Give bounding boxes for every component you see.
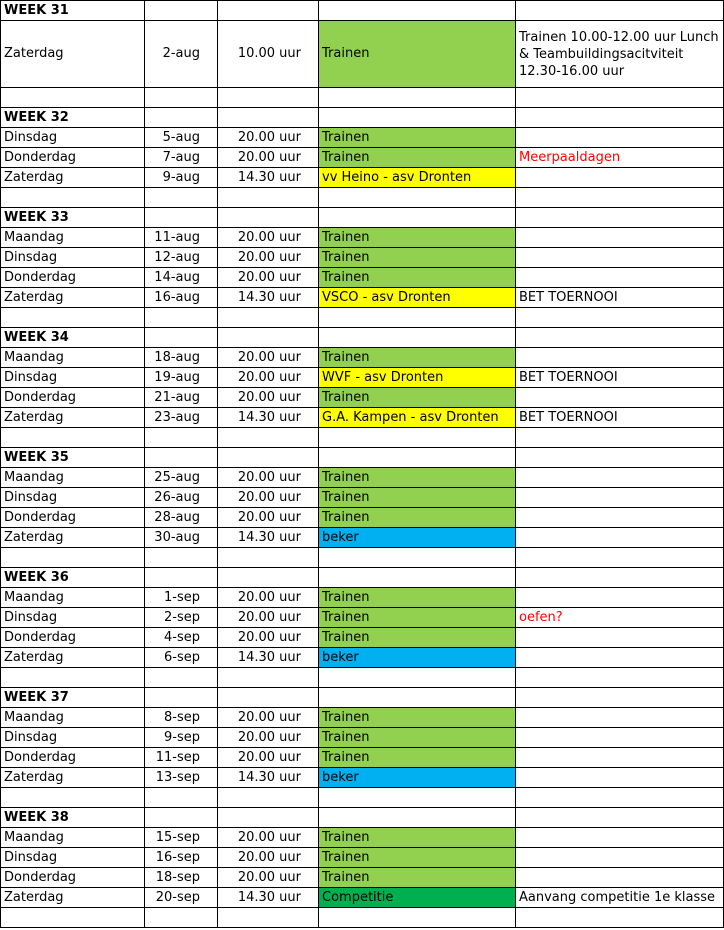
empty-cell[interactable] [319,188,516,208]
note-cell[interactable] [516,768,724,788]
activity-cell[interactable]: Trainen [319,588,516,608]
time-cell[interactable]: 20.00 uur [218,608,319,628]
empty-cell[interactable] [145,568,218,588]
week-label[interactable]: WEEK 36 [1,568,145,588]
empty-cell[interactable] [218,428,319,448]
week-label[interactable]: WEEK 31 [1,1,145,21]
empty-cell[interactable] [218,448,319,468]
empty-cell[interactable] [1,548,145,568]
empty-cell[interactable] [218,188,319,208]
note-cell[interactable] [516,828,724,848]
note-cell[interactable] [516,168,724,188]
note-cell[interactable]: Trainen 10.00-12.00 uur Lunch & Teambuildingsacitviteit 12.30-16.00 uur [516,21,724,88]
activity-cell[interactable]: Competitie [319,888,516,908]
day-cell[interactable]: Dinsdag [1,368,145,388]
week-header-row [1,328,724,348]
date-cell[interactable]: 9-aug [145,168,218,188]
note-cell[interactable] [516,648,724,668]
note-cell[interactable]: oefen? [516,608,724,628]
note-cell[interactable] [516,508,724,528]
time-cell[interactable]: 20.00 uur [218,368,319,388]
activity-cell[interactable]: WVF - asv Dronten [319,368,516,388]
time-cell[interactable]: 20.00 uur [218,268,319,288]
schedule-row [1,368,724,388]
activity-cell[interactable]: beker [319,648,516,668]
date-cell[interactable]: 1-sep [145,588,218,608]
schedule-row [1,648,724,668]
day-cell[interactable]: Donderdag [1,868,145,888]
empty-cell[interactable] [218,308,319,328]
empty-cell[interactable] [145,108,218,128]
time-cell[interactable]: 14.30 uur [218,408,319,428]
time-cell[interactable]: 14.30 uur [218,288,319,308]
spacer-row [1,188,724,208]
spacer-row [1,308,724,328]
empty-cell[interactable] [516,428,724,448]
empty-cell[interactable] [145,808,218,828]
empty-cell[interactable] [218,208,319,228]
day-cell[interactable]: Maandag [1,708,145,728]
empty-cell[interactable] [145,208,218,228]
week-label[interactable]: WEEK 37 [1,688,145,708]
schedule-row [1,628,724,648]
activity-cell[interactable]: Trainen [319,148,516,168]
time-cell[interactable]: 20.00 uur [218,728,319,748]
date-cell[interactable]: 28-aug [145,508,218,528]
empty-cell[interactable] [516,808,724,828]
schedule-row [1,708,724,728]
note-cell[interactable] [516,748,724,768]
date-cell[interactable]: 16-sep [145,848,218,868]
day-cell[interactable]: Donderdag [1,268,145,288]
activity-cell[interactable]: Trainen [319,728,516,748]
schedule-row [1,528,724,548]
date-cell[interactable]: 12-aug [145,248,218,268]
week-header-row [1,568,724,588]
week-label[interactable]: WEEK 33 [1,208,145,228]
week-label[interactable]: WEEK 38 [1,808,145,828]
note-cell[interactable] [516,488,724,508]
spacer-row [1,428,724,448]
date-cell[interactable]: 6-sep [145,648,218,668]
date-cell[interactable]: 20-sep [145,888,218,908]
empty-cell[interactable] [145,668,218,688]
schedule-row [1,608,724,628]
activity-cell[interactable]: beker [319,768,516,788]
empty-cell[interactable] [516,448,724,468]
schedule-row [1,828,724,848]
time-cell[interactable]: 20.00 uur [218,148,319,168]
date-cell[interactable]: 4-sep [145,628,218,648]
note-cell[interactable] [516,388,724,408]
empty-cell[interactable] [516,668,724,688]
date-cell[interactable]: 2-aug [145,21,218,88]
empty-cell[interactable] [145,428,218,448]
empty-cell[interactable] [516,208,724,228]
empty-cell[interactable] [516,308,724,328]
week-header-row [1,208,724,228]
activity-cell[interactable]: Trainen [319,128,516,148]
time-cell[interactable]: 20.00 uur [218,828,319,848]
note-cell[interactable]: BET TOERNOOI [516,288,724,308]
empty-cell[interactable] [218,568,319,588]
note-cell[interactable] [516,708,724,728]
time-cell[interactable]: 20.00 uur [218,348,319,368]
week-header-row [1,808,724,828]
note-cell[interactable] [516,128,724,148]
time-cell[interactable]: 20.00 uur [218,508,319,528]
schedule-body [1,1,724,928]
empty-cell[interactable] [218,908,319,928]
date-cell[interactable]: 23-aug [145,408,218,428]
empty-cell[interactable] [218,808,319,828]
activity-cell[interactable]: Trainen [319,228,516,248]
schedule-row [1,468,724,488]
activity-cell[interactable]: Trainen [319,848,516,868]
date-cell[interactable]: 26-aug [145,488,218,508]
date-cell[interactable]: 16-aug [145,288,218,308]
day-cell[interactable]: Dinsdag [1,488,145,508]
date-cell[interactable]: 19-aug [145,368,218,388]
empty-cell[interactable] [319,448,516,468]
week-header-row [1,688,724,708]
activity-cell[interactable]: Trainen [319,608,516,628]
empty-cell[interactable] [516,548,724,568]
empty-cell[interactable] [516,688,724,708]
spacer-row [1,548,724,568]
schedule-row [1,248,724,268]
activity-cell[interactable]: Trainen [319,388,516,408]
time-cell[interactable]: 20.00 uur [218,628,319,648]
note-cell[interactable] [516,228,724,248]
empty-cell[interactable] [319,88,516,108]
empty-cell[interactable] [145,328,218,348]
schedule-row [1,728,724,748]
schedule-row [1,288,724,308]
date-cell[interactable]: 18-aug [145,348,218,368]
empty-cell[interactable] [218,688,319,708]
date-cell[interactable]: 5-aug [145,128,218,148]
empty-cell[interactable] [1,88,145,108]
empty-cell[interactable] [516,328,724,348]
week-header-row [1,108,724,128]
day-cell[interactable]: Dinsdag [1,128,145,148]
spacer-row [1,908,724,928]
day-cell[interactable]: Dinsdag [1,608,145,628]
day-cell[interactable]: Zaterdag [1,408,145,428]
date-cell[interactable]: 7-aug [145,148,218,168]
empty-cell[interactable] [218,548,319,568]
time-cell[interactable]: 20.00 uur [218,248,319,268]
empty-cell[interactable] [319,208,516,228]
empty-cell[interactable] [145,688,218,708]
schedule-row [1,268,724,288]
schedule-row [1,388,724,408]
schedule-row [1,848,724,868]
day-cell[interactable]: Maandag [1,828,145,848]
empty-cell[interactable] [1,308,145,328]
time-cell[interactable]: 20.00 uur [218,848,319,868]
time-cell[interactable]: 20.00 uur [218,488,319,508]
day-cell[interactable]: Dinsdag [1,728,145,748]
schedule-row [1,348,724,368]
empty-cell[interactable] [218,668,319,688]
activity-cell[interactable]: Trainen [319,488,516,508]
activity-cell[interactable]: Trainen [319,828,516,848]
empty-cell[interactable] [319,908,516,928]
time-cell[interactable]: 20.00 uur [218,748,319,768]
spacer-row [1,788,724,808]
empty-cell[interactable] [516,108,724,128]
empty-cell[interactable] [218,328,319,348]
date-cell[interactable]: 13-sep [145,768,218,788]
activity-cell[interactable]: Trainen [319,348,516,368]
activity-cell[interactable]: Trainen [319,508,516,528]
schedule-row [1,408,724,428]
day-cell[interactable]: Donderdag [1,388,145,408]
activity-cell[interactable]: Trainen [319,708,516,728]
empty-cell[interactable] [319,668,516,688]
note-cell[interactable] [516,248,724,268]
day-cell[interactable]: Zaterdag [1,888,145,908]
schedule-row [1,21,724,88]
day-cell[interactable]: Dinsdag [1,248,145,268]
activity-cell[interactable]: Trainen [319,628,516,648]
empty-cell[interactable] [319,1,516,21]
date-cell[interactable]: 2-sep [145,608,218,628]
date-cell[interactable]: 14-aug [145,268,218,288]
schedule-row [1,128,724,148]
week-label[interactable]: WEEK 34 [1,328,145,348]
empty-cell[interactable] [145,1,218,21]
date-cell[interactable]: 25-aug [145,468,218,488]
empty-cell[interactable] [319,568,516,588]
schedule-row [1,508,724,528]
activity-cell[interactable]: vv Heino - asv Dronten [319,168,516,188]
empty-cell[interactable] [145,188,218,208]
date-cell[interactable]: 11-aug [145,228,218,248]
note-cell[interactable] [516,348,724,368]
spacer-row [1,668,724,688]
empty-cell[interactable] [218,1,319,21]
empty-cell[interactable] [1,428,145,448]
time-cell[interactable]: 14.30 uur [218,168,319,188]
date-cell[interactable]: 15-sep [145,828,218,848]
time-cell[interactable]: 14.30 uur [218,888,319,908]
week-header-row [1,1,724,21]
date-cell[interactable]: 8-sep [145,708,218,728]
time-cell[interactable]: 20.00 uur [218,868,319,888]
schedule-row [1,588,724,608]
empty-cell[interactable] [516,788,724,808]
time-cell[interactable]: 20.00 uur [218,468,319,488]
schedule-row [1,228,724,248]
week-label[interactable]: WEEK 32 [1,108,145,128]
empty-cell[interactable] [218,88,319,108]
empty-cell[interactable] [516,568,724,588]
schedule-row [1,748,724,768]
day-cell[interactable]: Zaterdag [1,768,145,788]
note-cell[interactable]: BET TOERNOOI [516,368,724,388]
empty-cell[interactable] [1,188,145,208]
day-cell[interactable]: Donderdag [1,148,145,168]
day-cell[interactable]: Maandag [1,468,145,488]
schedule-row [1,488,724,508]
empty-cell[interactable] [218,108,319,128]
activity-cell[interactable]: Trainen [319,268,516,288]
day-cell[interactable]: Zaterdag [1,648,145,668]
empty-cell[interactable] [516,188,724,208]
note-cell[interactable] [516,468,724,488]
schedule-row [1,888,724,908]
day-cell[interactable]: Donderdag [1,628,145,648]
note-cell[interactable]: Aanvang competitie 1e klasse [516,888,724,908]
time-cell[interactable]: 14.30 uur [218,528,319,548]
empty-cell[interactable] [145,308,218,328]
time-cell[interactable]: 20.00 uur [218,228,319,248]
note-cell[interactable] [516,628,724,648]
note-cell[interactable] [516,728,724,748]
time-cell[interactable]: 14.30 uur [218,768,319,788]
empty-cell[interactable] [1,908,145,928]
empty-cell[interactable] [516,88,724,108]
note-cell[interactable] [516,528,724,548]
note-cell[interactable] [516,848,724,868]
empty-cell[interactable] [145,448,218,468]
activity-cell[interactable]: G.A. Kampen - asv Dronten [319,408,516,428]
empty-cell[interactable] [1,668,145,688]
day-cell[interactable]: Maandag [1,588,145,608]
time-cell[interactable]: 20.00 uur [218,128,319,148]
empty-cell[interactable] [319,788,516,808]
empty-cell[interactable] [319,808,516,828]
schedule-row [1,168,724,188]
activity-cell[interactable]: beker [319,528,516,548]
date-cell[interactable]: 21-aug [145,388,218,408]
note-cell[interactable]: BET TOERNOOI [516,408,724,428]
spacer-row [1,88,724,108]
note-cell[interactable] [516,868,724,888]
day-cell[interactable]: Donderdag [1,508,145,528]
time-cell[interactable]: 10.00 uur [218,21,319,88]
note-cell[interactable] [516,588,724,608]
day-cell[interactable]: Maandag [1,348,145,368]
empty-cell[interactable] [516,1,724,21]
schedule-row [1,868,724,888]
time-cell[interactable]: 14.30 uur [218,648,319,668]
week-label[interactable]: WEEK 35 [1,448,145,468]
empty-cell[interactable] [319,548,516,568]
time-cell[interactable]: 20.00 uur [218,388,319,408]
empty-cell[interactable] [145,788,218,808]
empty-cell[interactable] [516,908,724,928]
date-cell[interactable]: 11-sep [145,748,218,768]
day-cell[interactable]: Zaterdag [1,288,145,308]
day-cell[interactable]: Maandag [1,228,145,248]
day-cell[interactable]: Zaterdag [1,168,145,188]
day-cell[interactable]: Zaterdag [1,528,145,548]
empty-cell[interactable] [319,688,516,708]
activity-cell[interactable]: Trainen [319,748,516,768]
day-cell[interactable]: Dinsdag [1,848,145,868]
activity-cell[interactable]: Trainen [319,21,516,88]
date-cell[interactable]: 18-sep [145,868,218,888]
empty-cell[interactable] [319,108,516,128]
day-cell[interactable]: Donderdag [1,748,145,768]
time-cell[interactable]: 20.00 uur [218,708,319,728]
note-cell[interactable] [516,268,724,288]
schedule-row [1,768,724,788]
date-cell[interactable]: 9-sep [145,728,218,748]
activity-cell[interactable]: VSCO - asv Dronten [319,288,516,308]
empty-cell[interactable] [319,328,516,348]
schedule-row [1,148,724,168]
day-cell[interactable]: Zaterdag [1,21,145,88]
empty-cell[interactable] [319,428,516,448]
note-cell[interactable]: Meerpaaldagen [516,148,724,168]
empty-cell[interactable] [145,548,218,568]
empty-cell[interactable] [145,908,218,928]
time-cell[interactable]: 20.00 uur [218,588,319,608]
activity-cell[interactable]: Trainen [319,248,516,268]
activity-cell[interactable]: Trainen [319,868,516,888]
empty-cell[interactable] [145,88,218,108]
empty-cell[interactable] [1,788,145,808]
activity-cell[interactable]: Trainen [319,468,516,488]
date-cell[interactable]: 30-aug [145,528,218,548]
empty-cell[interactable] [319,308,516,328]
week-header-row [1,448,724,468]
empty-cell[interactable] [218,788,319,808]
